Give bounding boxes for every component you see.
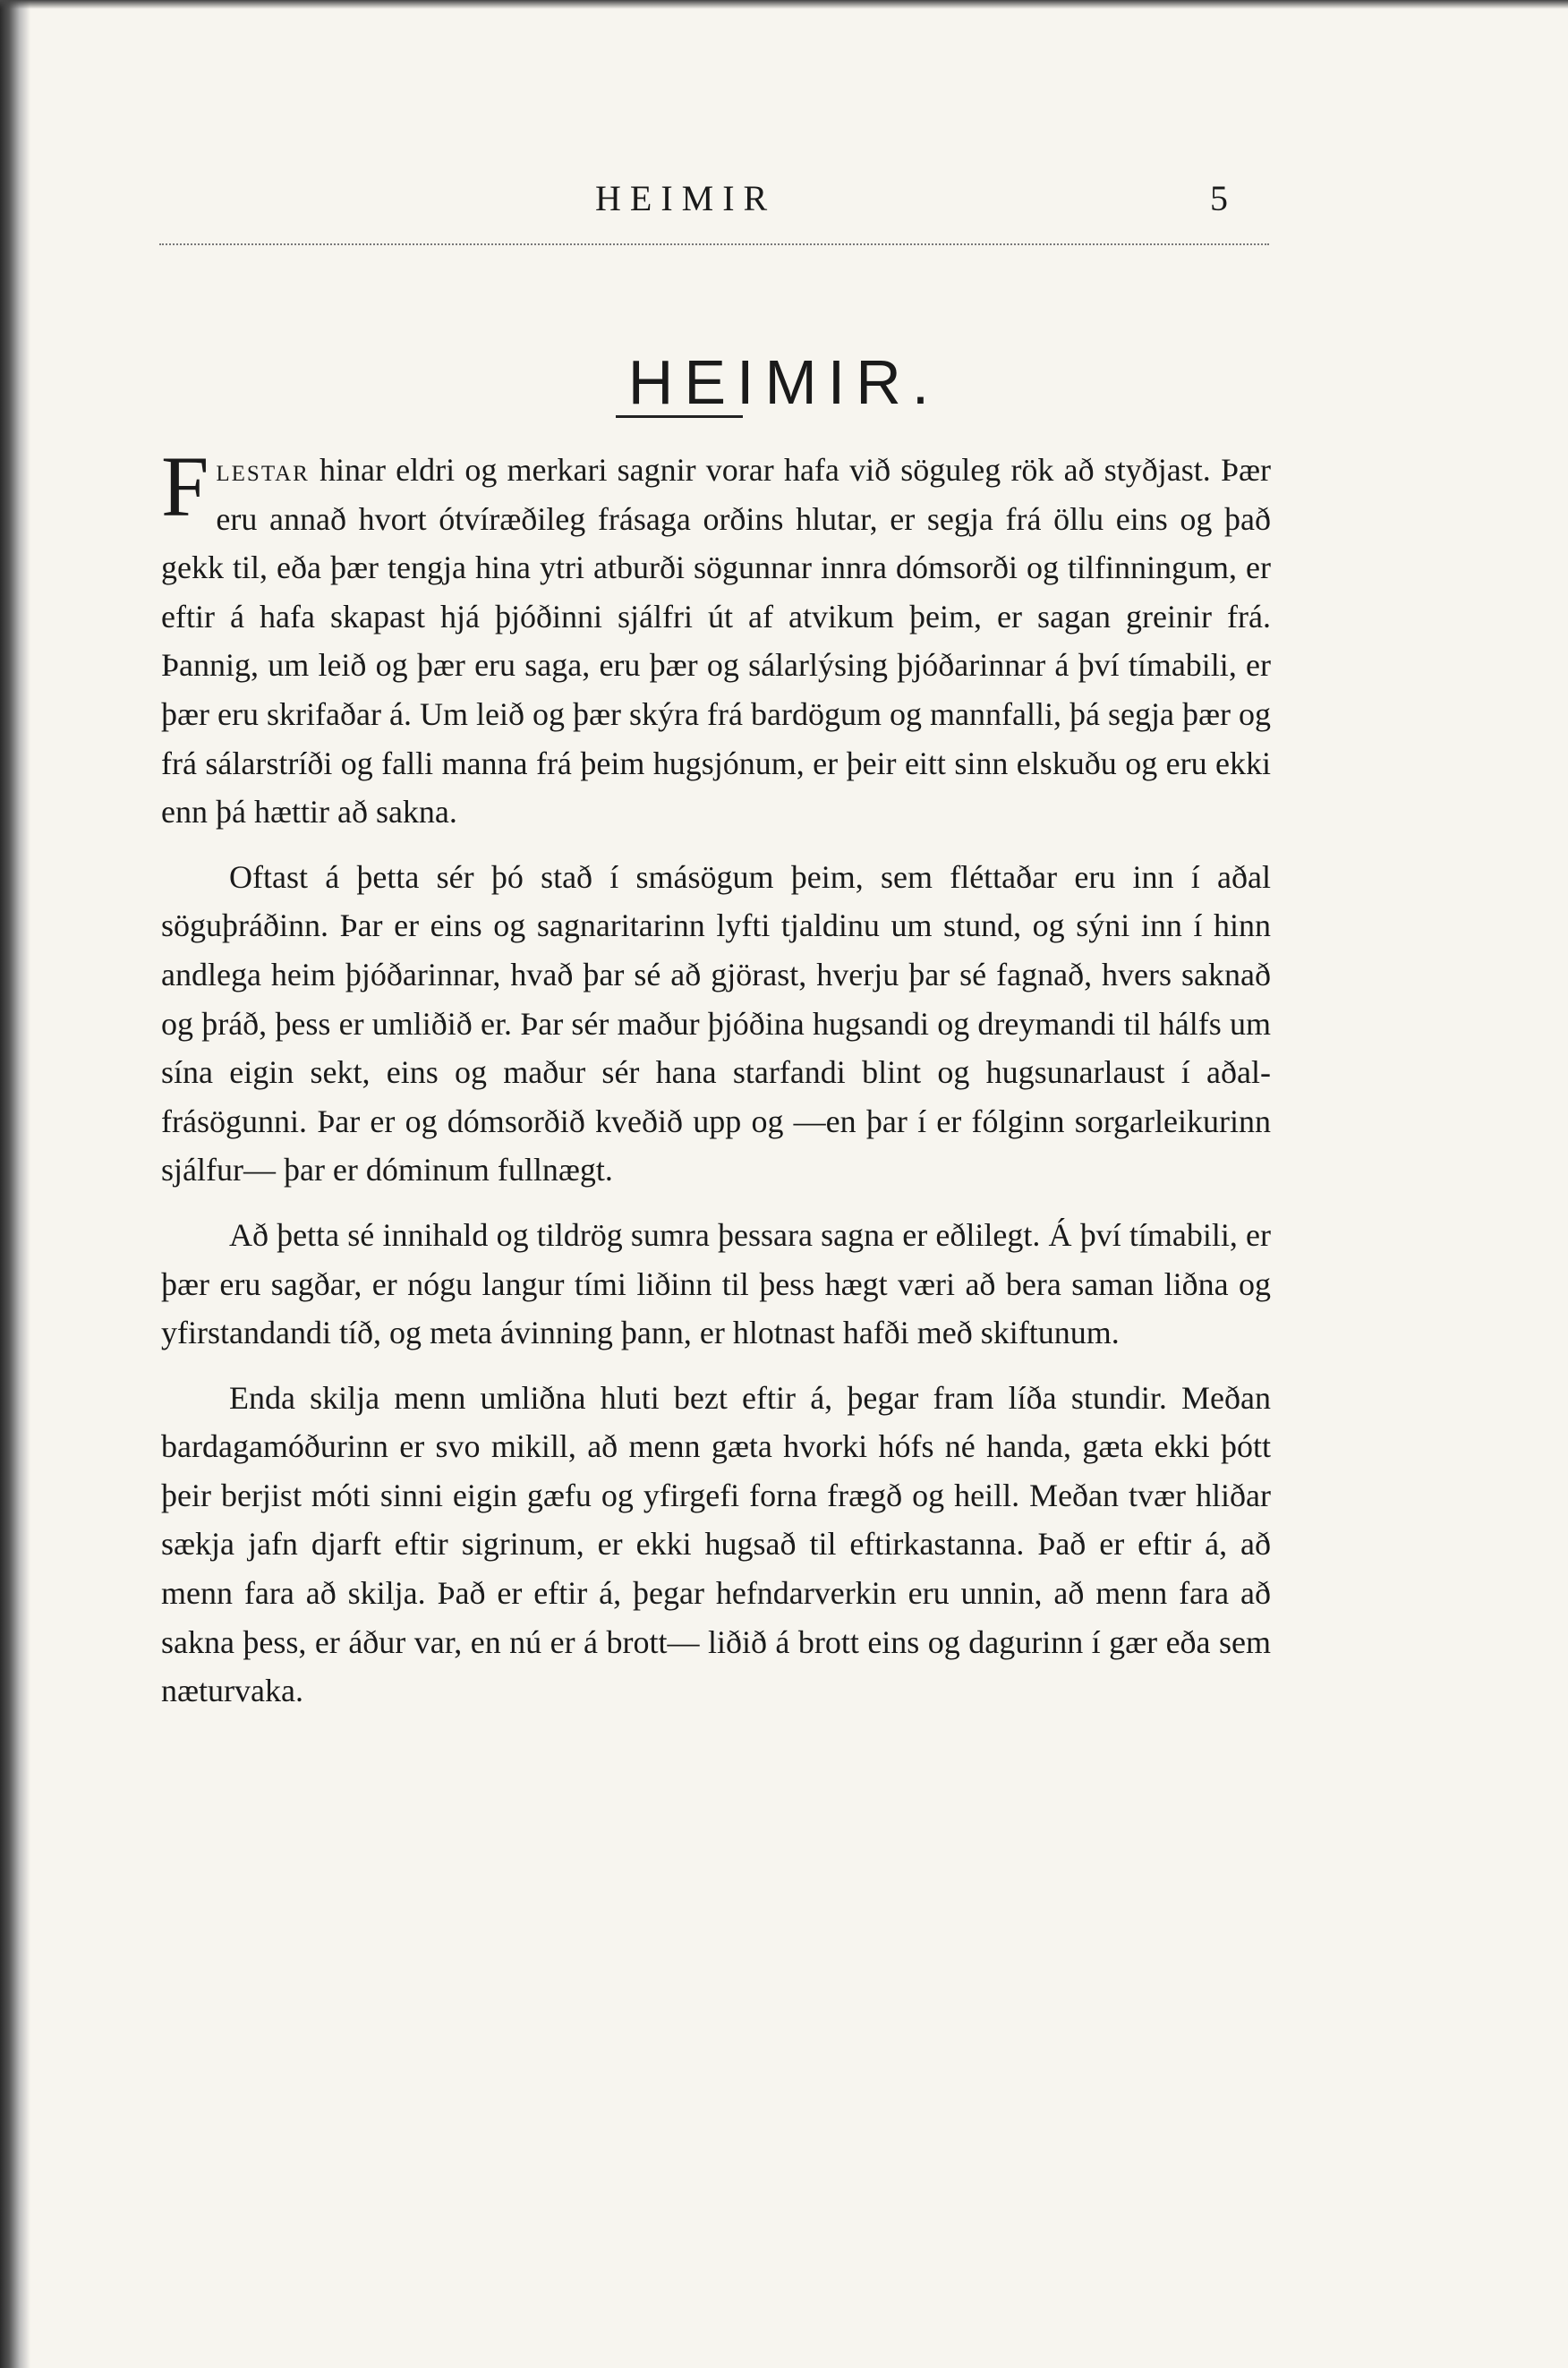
paragraph-1-text: hinar eldri og merkari sagnir vorar hafa við söguleg rök að styðjast. Þær eru annað hvort ótvíræðileg frásaga orðins hlutar, er segja frá öllu eins og það gekk til, eða þær tengja hina ytri atburði sögunnar innra dómsorði og tilfinningum, er eftir á hafa skapast hjá þjóðinni sjálfri út af atvikum þeim, er sagan greinir frá. Þannig, um leið og þær eru saga, eru þær og sálarlýsing þjóðarinnar á því tímabili, er þær eru skrifaðar á. Um leið og þær skýra frá bardögum og mannfalli, þá segja þær og frá sálarstríði og falli manna frá þeim hugsjónum, er þeir eitt sinn elskuðu og eru ekki enn þá hættir að sakna. xyxy=(161,452,1271,831)
first-word-smallcaps: lestar xyxy=(216,452,310,488)
running-title: HEIMIR xyxy=(595,178,777,218)
paragraph-2: Oftast á þetta sér þó stað í smásögum þeim, sem fléttaðar eru inn í aðal söguþráðinn. Þar er eins og sagnaritarinn lyfti tjaldinu um stund, og sýni inn í hinn andlega heim þjóðarinnar, hvað þar sé að gjörast, hverju þar sé fagnað, hvers saknað og þráð, þess er umliðið er. Þar sér maður þjóðina hugsandi og dreymandi til hálfs um sína eigin sekt, eins og maður sér hana starfandi blint og hugsunarlaust í aðal-frásögunni. Þar er og dómsorðið kveðið upp og —en þar í er fólginn sorgarleikurinn sjálfur— þar er dóminum fullnægt. xyxy=(161,858,1271,1188)
paragraph-1 xyxy=(161,439,1271,837)
drop-cap: F xyxy=(161,439,209,534)
paragraph-3: Að þetta sé innihald og tildrög sumra þessara sagna er eðlilegt. Á því tímabili, er þær eru sagðar, er nógu langur tími liðinn til þess hægt væri að bera saman liðna og yfirstandandi tíð, og meta ávinning þann, er hlotnast hafði með skiftunum. xyxy=(161,1216,1271,1351)
title-divider xyxy=(616,415,743,418)
page-top-edge xyxy=(0,0,1568,9)
header-divider xyxy=(159,243,1269,245)
page-number: 5 xyxy=(1210,178,1228,218)
running-header xyxy=(0,177,1568,231)
paragraph-4: Enda skilja menn umliðna hluti bezt eftir á, þegar fram líða stundir. Meðan bardagamóðurinn er svo mikill, að menn gæta hvorki hófs né handa, gæta ekki þótt þeir berjist móti sinni eigin gæfu og yfirgefi forna frægð og heill. Meðan tvær hliðar sækja jafn djarft eftir sigrinum, er ekki hugsað til eftirkastanna. Það er eftir á, að menn fara að skilja. Það er eftir á, þegar hefndarverkin eru unnin, að menn fara að sakna þess, er áður var, en nú er á brott— liðið á brott eins og dagurinn í gær eða sem næturvaka. xyxy=(161,1379,1271,1709)
chapter-title: HEIMIR. xyxy=(627,346,941,417)
body-text xyxy=(161,439,1271,1716)
